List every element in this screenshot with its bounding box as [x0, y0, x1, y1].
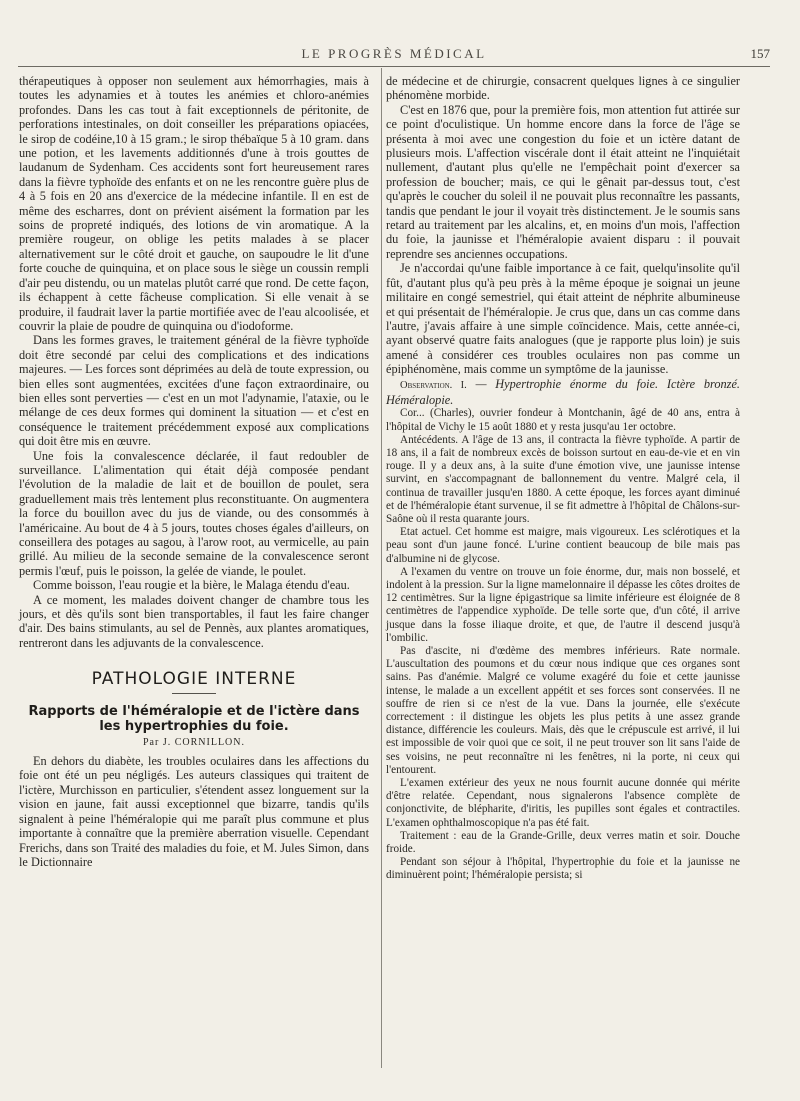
page-number: 157: [750, 46, 770, 61]
case-paragraph: Antécédents. A l'âge de 13 ans, il contracta la fièvre typhoïde. A partir de 18 ans, il a fait de nombreux excès de boisson surtout en eau-de-vie et en vin rouge. Il y a deux ans, à la suite d'une émotion vive, une jaunisse intense survint, en s'accompagnant de ballonnement du ventre. Malgré cela, il continua de travailler jusqu'en 1880. A cette époque, les forces ayant diminué et de l'héméralopie étant survenue, il se fit admettre à l'hôpital de Châlons-sur-Saône où il resta quarante jours.: [386, 433, 740, 525]
observation-label: Observation. I.: [400, 379, 467, 391]
left-column: [19, 74, 369, 869]
case-report: [386, 407, 740, 882]
paragraph: C'est en 1876 que, pour la première fois, mon attention fut attirée sur ce point d'oculistique. Un homme encore dans la force de l'âge se présenta à moi avec une congestion du foie et un ictère datant de plusieurs mois. L'affection viscérale dont il était atteint ne l'inquiétait nullement, d'autant plus qu'elle ne l'empêchait point d'exercer sa profession de boucher; mais, ce qui le gênait par-dessus tout, c'est qu'après le coucher du soleil il ne pouvait plus reconnaître les passants, tandis que pendant le jour il voyait très distinctement. Je le soumis sans retard au traitement par les alcalins, et, en moins d'un mois, l'affection du foie, la jaunisse et l'héméralopie avaient disparu : il pouvait reprendre ses anciennes occupations.: [386, 102, 740, 261]
paragraph: de médecine et de chirurgie, consacrent quelques lignes à ce singulier phénomène morbide.: [386, 74, 740, 103]
observation-title: — Hypertrophie énorme du foie. Ictère bronzé. Héméralopie.: [386, 376, 740, 407]
case-paragraph: Pas d'ascite, ni d'œdème des membres inférieurs. Rate normale. L'auscultation des poumons et du cœur nous indique que ces organes sont sains. Pas d'anémie. Malgré ce volume exagéré du foie et cette jaunisse intense, le malade a un excellent appétit et ses forces sont conservées. Il ne souffre de rien si ce n'est de la vue. Dans la journée, elle s'exécute correctement : il distingue les objets les plus petits à une assez grande distance, différencie les couleurs. Mais, dès que le crépuscule est arrivé, il lui est impossible de voir quoi que ce soit, il ne peut trouver son lit sans l'aide de ses voisins, ne peut reconnaître ni les fenêtres, ni la porte, ni ceux qui l'entourent.: [386, 645, 740, 776]
case-paragraph: Pendant son séjour à l'hôpital, l'hypertrophie du foie et la jaunisse ne diminuèrent point; l'héméralopie persista; si: [386, 856, 740, 882]
article-title: [19, 704, 369, 734]
right-column: [386, 74, 740, 883]
case-paragraph: Cor... (Charles), ouvrier fondeur à Montchanin, âgé de 40 ans, entra à l'hôpital de Vichy le 15 août 1880 et y resta jusqu'au 1er octobre.: [386, 407, 740, 433]
section-divider: [172, 693, 216, 694]
observation-heading: [386, 377, 740, 408]
case-paragraph: Traitement : eau de la Grande-Grille, deux verres matin et soir. Douche froide.: [386, 829, 740, 856]
section-title: PATHOLOGIE INTERNE: [91, 669, 297, 690]
page-header: [18, 44, 770, 67]
article-title-line: Rapports de l'héméralopie et de l'ictère dans: [28, 703, 360, 719]
running-title: LE PROGRÈS MÉDICAL: [301, 46, 487, 61]
case-paragraph: L'examen extérieur des yeux ne nous fournit aucune donnée qui mérite d'être relatée. Cependant, nous signalerons l'absence complète de conjonctivite, de blépharite, d'iritis, les pupilles sont égales et contractiles. L'examen ophthalmoscopique n'a pas été fait.: [386, 777, 740, 829]
column-divider: [381, 68, 382, 1068]
byline: Par J. CORNILLON.: [143, 736, 245, 748]
paragraph: Comme boisson, l'eau rougie et la bière, le Malaga étendu d'eau.: [33, 578, 350, 593]
paragraph: thérapeutiques à opposer non seulement aux hémorrhagies, mais à toutes les adynamies et à toutes les anémies et chloro-anémies profondes. Dans les cas tout à fait exceptionnels de péritonite, de perforations intestinales, on doit conseiller les préparations opiacées, le sirop de codéine,10 à 15 gram.; le sirop thébaïque 5 à 10 gram. dans une potion, et les lavements additionnés d'une à trois gouttes de laudanum de Sydenham. Ces accidents sont fort heureusement rares dans la fièvre typhoïde des enfants et on ne les rencontre guère plus de 4 à 5 fois en 20 ans d'exercice de la médecine infantile. Il en est de même des escharres, dont on prévient aisément la formation par les soins de propreté indiqués, des lotions de vin aromatique. A la première rougeur, on oblige les petits malades à se placer alternativement sur le côté droit et gauche, on saupoudre le lit d'une forte couche de quinquina, et on place sous le siège un coussin rempli d'air peu distendu, ou un matelas plutôt carré que rond. De cette façon, ils échappent à cette fâcheuse complication. Si elle venait à se produire, il faudrait laver la partie mortifiée avec de l'eau alcoolisée, et couvrir la plaie de poudre de quinquina ou d'iodoforme.: [19, 74, 369, 333]
paragraph: Je n'accordai qu'une faible importance à ce fait, quelqu'insolite qu'il fût, d'autant plus qu'à peu près à la même époque je soignai un jeune militaire en congé semestriel, qui était atteint de néphrite albumineuse et qui présentait de l'héméralopie. Je crus que, dans un cas comme dans l'autre, j'avais affaire à une simple coïncidence. Mais, cette année-ci, ayant observé quatre faits analogues (que je rapporte plus loin) je suis amené à considérer ces troubles oculaires non pas comme un épiphénomène, mais comme un symptôme de la jaunisse.: [386, 261, 740, 377]
paragraph: A ce moment, les malades doivent changer de chambre tous les jours, et dès qu'ils sont bien transportables, il faut les faire changer d'air. Des bains stimulants, au sel de Pennès, aux plantes aromatiques, rentreront dans les adjuvants de la convalescence.: [19, 592, 369, 650]
paragraph: Dans les formes graves, le traitement général de la fièvre typhoïde doit être secondé par celui des complications et des indications majeures. — Les forces sont déprimées au delà de toute expression, ou bien elles sont augmentées, excitées d'une façon extraordinaire, ou bien elles sont perverties — c'est en un mot l'adynamie, l'ataxie, ou le mélange de ces deux formes qui dominent la situation — et c'est en conséquence le traitement précédemment exposé aux complications qui doit être mis en œuvre.: [19, 333, 369, 449]
paragraph: Une fois la convalescence déclarée, il faut redoubler de surveillance. L'alimentation qui était déjà composée pendant l'évolution de la maladie de lait et de bouillon de poulet, sera graduellement mais très lentement plus reconstituante. On augmentera la force du bouillon avec du jus de viande, ou des consommés à l'américaine. Au bout de 4 à 5 jours, toutes choses égales d'ailleurs, on conseillera des potages au sagou, à l'arow root, au vermicelle, au pain grillé. Au milieu de la seconde semaine de la convalescence seront permis l'œuf, puis le poisson, la gelée de viande, le poulet.: [19, 448, 369, 578]
article-intro: En dehors du diabète, les troubles oculaires dans les affections du foie ont été un peu négligés. Les auteurs classiques qui traitent de l'ictère, Murchisson en particulier, s'étendent assez longuement sur la vision en jaune, fait aussi exceptionnel que bizarre, tandis qu'ils signalent à peine l'héméralopie qui me paraît plus commune et plus importante à connaître que la première aberration visuelle. Cependant Frerichs, dans son Traité des maladies du foie, et M. Jules Simon, dans le Dictionnaire: [19, 754, 369, 869]
case-paragraph: Etat actuel. Cet homme est maigre, mais vigoureux. Les sclérotiques et la peau sont d'un jaune foncé. L'urine contient beaucoup de bile mais pas d'albumine ni de glycose.: [386, 526, 740, 565]
case-paragraph: A l'examen du ventre on trouve un foie énorme, dur, mais non bosselé, et indolent à la pression. Sur la ligne mamelonnaire il dépasse les côtes droites de 12 centimètres. Sur la ligne épigastrique sa limite inférieure est éloignée de 8 centimètres de l'appendice xyphoïde. De telle sorte que, d'un côté, il arrive jusque dans la fosse iliaque droite, et que, de l'autre il descend jusqu'à l'ombilic.: [386, 565, 740, 644]
article-title-line: les hypertrophies du foie.: [99, 718, 289, 734]
